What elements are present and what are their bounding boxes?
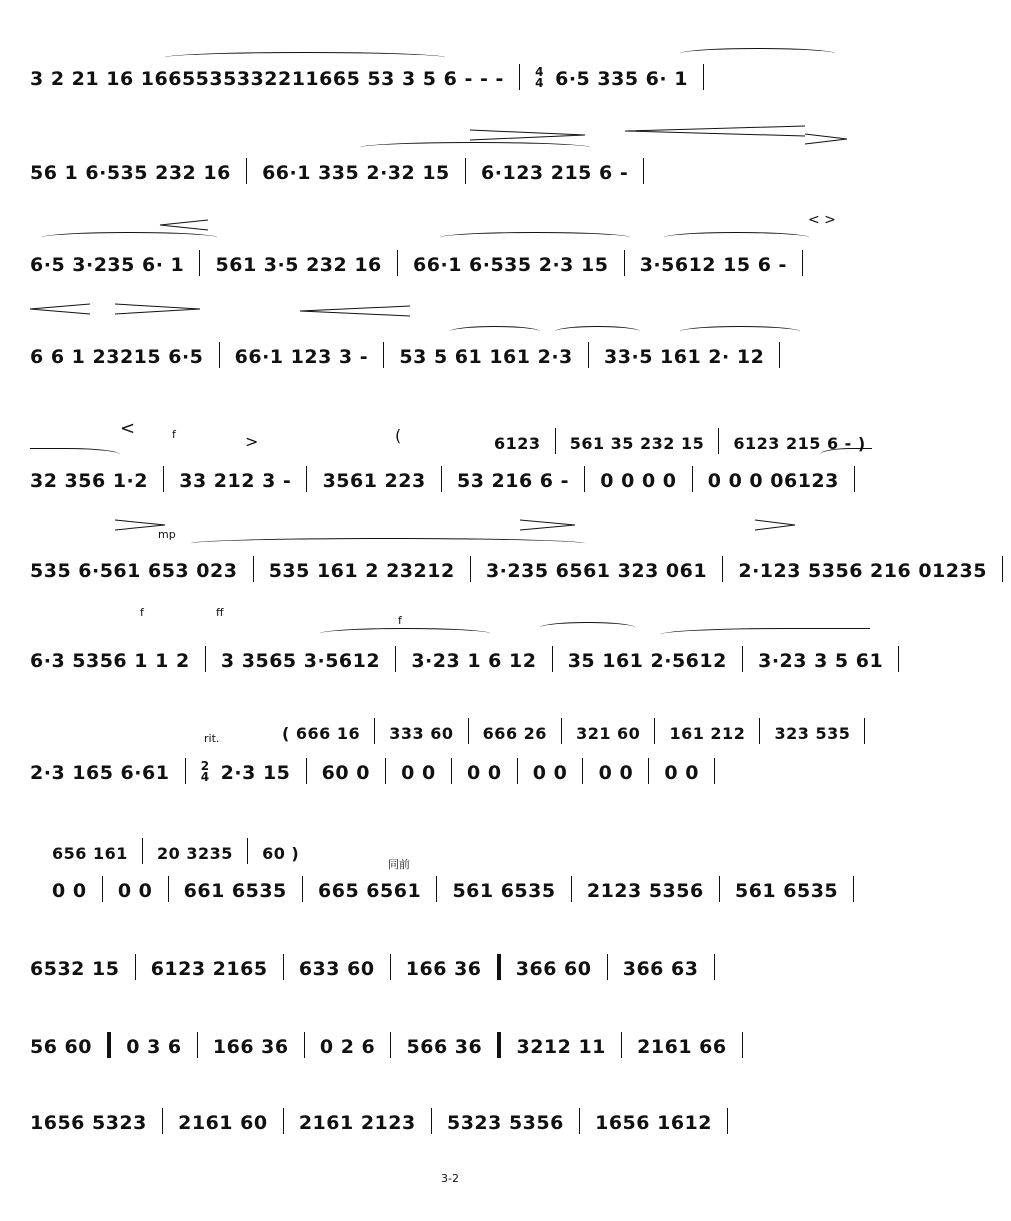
staff-row-9 — [52, 876, 874, 902]
measure: 321 60 — [576, 724, 641, 743]
barline — [197, 1032, 198, 1058]
hairpin-dim — [805, 132, 847, 146]
hairpin-dim-mark: > — [245, 432, 259, 451]
barline — [102, 876, 103, 902]
hairpin-cresc — [625, 124, 805, 138]
double-barline — [497, 954, 501, 980]
barline — [304, 1032, 305, 1058]
slur — [190, 538, 585, 549]
measure: 561 3·5 232 16 — [215, 254, 382, 276]
repeat-start-barline — [107, 1032, 111, 1058]
measure: 5323 5356 — [446, 1112, 564, 1134]
hairpin-cresc — [30, 302, 90, 316]
hairpin-cresc-mark: < — [120, 418, 136, 439]
barline — [555, 428, 556, 454]
measure: 53 216 6 - — [456, 470, 570, 492]
barline — [185, 758, 186, 784]
staff-row-6 — [30, 556, 987, 582]
hairpin-dim — [115, 302, 200, 316]
measure: 561 35 232 15 — [569, 434, 705, 453]
measure: 3 3565 3·5612 — [220, 650, 381, 672]
barline — [1002, 556, 1003, 582]
staff-row-1 — [30, 64, 872, 90]
page-number: 3-2 — [441, 1172, 459, 1185]
barline — [451, 758, 452, 784]
barline — [431, 1108, 432, 1134]
barline — [579, 1108, 580, 1134]
barline — [283, 954, 284, 980]
measure: 33 212 3 - — [179, 470, 292, 492]
barline — [561, 718, 562, 744]
barline — [385, 758, 386, 784]
measure: 2·3 15 — [220, 762, 291, 784]
measure: 2161 2123 — [298, 1112, 416, 1134]
measure: 0 0 0 06123 — [707, 470, 839, 492]
measure: 60 0 — [321, 762, 370, 784]
barline — [219, 342, 220, 368]
barline — [864, 718, 865, 744]
barline — [802, 250, 803, 276]
measure: 2·3 165 6·61 — [30, 762, 170, 784]
measure: 0 0 — [117, 880, 153, 902]
slur — [42, 232, 217, 243]
barline — [853, 876, 854, 902]
staff-row-9-upper — [52, 838, 312, 864]
slur — [680, 48, 835, 59]
slur — [440, 232, 630, 243]
barline — [582, 758, 583, 784]
paren-open-mark: ( — [395, 426, 402, 445]
measure: 6123 215 6 - ) — [733, 434, 866, 453]
measure: 1656 1612 — [595, 1112, 712, 1134]
slur — [660, 628, 870, 639]
barline — [302, 876, 303, 902]
barline — [374, 718, 375, 744]
measure: 633 60 — [298, 958, 375, 980]
dynamic-forte: f — [172, 428, 176, 441]
staff-row-5 — [30, 466, 872, 492]
barline — [714, 758, 715, 784]
measure: 656 161 — [52, 844, 128, 863]
measure: 53 5 61 161 2·3 — [399, 346, 573, 368]
dynamic-forte: f — [398, 614, 402, 627]
measure: 6·5 3·235 6· 1 — [30, 254, 185, 276]
slur — [540, 622, 635, 633]
barline — [168, 876, 169, 902]
measure: 0 0 — [532, 762, 568, 784]
staff-row-4 — [30, 342, 872, 368]
slur — [555, 326, 640, 337]
barline — [722, 556, 723, 582]
measure: 166 36 — [405, 958, 482, 980]
staff-row-8-upper — [282, 718, 874, 744]
barline — [199, 250, 200, 276]
barline — [621, 1032, 622, 1058]
barline — [441, 466, 442, 492]
hairpin-dim — [115, 518, 165, 532]
measure: 3 2 21 16 1665535332211665 53 3 5 6 - - - — [30, 68, 504, 90]
barline — [571, 876, 572, 902]
measure: 2161 60 — [178, 1112, 268, 1134]
measure: 6123 — [494, 434, 541, 453]
measure: 56 1 6·535 232 16 — [30, 162, 231, 184]
barline — [759, 718, 760, 744]
hairpin-cresc — [160, 218, 208, 232]
measure: 0 0 — [664, 762, 699, 784]
measure: 665 6561 — [318, 880, 422, 902]
barline — [692, 466, 693, 492]
measure: 3561 223 — [322, 470, 426, 492]
measure: 0 0 — [598, 762, 634, 784]
tempo-ritardando: rit. — [204, 732, 220, 745]
measure: 323 535 — [774, 724, 851, 743]
barline — [742, 646, 743, 672]
barline — [654, 718, 655, 744]
barline — [854, 466, 855, 492]
measure: 3·23 3 5 61 — [758, 650, 884, 672]
barline — [643, 158, 644, 184]
barline — [390, 1032, 391, 1058]
measure: 6·123 215 6 - — [481, 162, 629, 184]
same-as-before-mark: 同前 — [388, 858, 410, 871]
dynamic-fortissimo: ff — [216, 606, 224, 619]
slur — [664, 232, 809, 243]
time-signature-4-4: 4 4 — [535, 65, 544, 90]
measure: 6·3 5356 1 1 2 — [30, 650, 190, 672]
measure: 20 3235 — [157, 844, 233, 863]
slur — [820, 448, 872, 459]
barline — [306, 758, 307, 784]
measure: 166 36 — [212, 1036, 289, 1058]
time-signature-2-4: 2 4 — [200, 759, 210, 784]
measure: 6532 15 — [30, 958, 120, 980]
measure: 2161 66 — [637, 1036, 727, 1058]
measure: 535 6·561 653 023 — [30, 560, 238, 582]
measure: 0 0 — [466, 762, 502, 784]
hairpin-marks: < > — [808, 212, 836, 228]
barline — [436, 876, 437, 902]
measure: 1656 5323 — [30, 1112, 147, 1134]
barline — [742, 1032, 743, 1058]
barline — [383, 342, 384, 368]
measure: 6 6 1 23215 6·5 — [30, 346, 204, 368]
barline — [283, 1108, 284, 1134]
barline — [468, 718, 469, 744]
barline — [246, 158, 247, 184]
measure: 6·5 335 6· 1 — [555, 68, 688, 90]
measure: 661 6535 — [183, 880, 287, 902]
measure: 3·235 6561 323 061 — [485, 560, 708, 582]
measure: 66·1 335 2·32 15 — [262, 162, 450, 184]
barline — [779, 342, 780, 368]
barline — [397, 250, 398, 276]
slur — [680, 326, 800, 337]
staff-row-8 — [30, 758, 872, 784]
staff-row-10 — [30, 954, 872, 980]
barline — [253, 556, 254, 582]
barline — [390, 954, 391, 980]
measure: ( 666 16 — [282, 724, 361, 743]
barline — [163, 466, 164, 492]
barline — [584, 466, 585, 492]
measure: 2123 5356 — [586, 880, 704, 902]
staff-row-2 — [30, 158, 872, 184]
measure: 60 ) — [262, 844, 300, 863]
measure: 561 6535 — [452, 880, 556, 902]
measure: 0 0 — [401, 762, 436, 784]
measure: 2·123 5356 216 01235 — [738, 560, 987, 582]
slur — [360, 142, 590, 153]
measure: 535 161 2 23212 — [268, 560, 455, 582]
barline — [135, 954, 136, 980]
barline — [519, 64, 520, 90]
measure: 33·5 161 2· 12 — [604, 346, 765, 368]
barline — [465, 158, 466, 184]
staff-row-11 — [30, 1032, 872, 1058]
barline — [395, 646, 396, 672]
measure: 561 6535 — [734, 880, 839, 902]
barline — [898, 646, 899, 672]
slur — [30, 448, 120, 459]
measure: 66·1 6·535 2·3 15 — [413, 254, 609, 276]
barline — [517, 758, 518, 784]
measure: 666 26 — [482, 724, 547, 743]
staff-row-12 — [30, 1108, 872, 1134]
measure: 35 161 2·5612 — [567, 650, 727, 672]
barline — [552, 646, 553, 672]
barline — [714, 954, 715, 980]
barline — [719, 876, 720, 902]
hairpin-dim — [755, 518, 795, 532]
measure: 366 60 — [515, 958, 592, 980]
measure: 56 60 — [30, 1036, 92, 1058]
staff-row-3 — [30, 250, 872, 276]
barline — [588, 342, 589, 368]
measure: 6123 2165 — [150, 958, 268, 980]
barline — [718, 428, 719, 454]
measure: 566 36 — [406, 1036, 483, 1058]
measure: 3·5612 15 6 - — [639, 254, 787, 276]
measure: 161 212 — [669, 724, 746, 743]
repeat-end-barline — [497, 1032, 501, 1058]
dynamic-forte: f — [140, 606, 144, 619]
dynamic-mezzo-piano: mp — [158, 528, 176, 541]
measure: 66·1 123 3 - — [234, 346, 369, 368]
barline — [648, 758, 649, 784]
barline — [607, 954, 608, 980]
measure: 0 3 6 — [126, 1036, 182, 1058]
barline — [306, 466, 307, 492]
hairpin-dim — [520, 518, 575, 532]
hairpin-dim — [470, 128, 585, 142]
barline — [142, 838, 143, 864]
hairpin-cresc — [300, 304, 410, 318]
slur — [450, 326, 540, 337]
barline — [162, 1108, 163, 1134]
barline — [470, 556, 471, 582]
barline — [247, 838, 248, 864]
measure: 3212 11 — [516, 1036, 606, 1058]
measure: 366 63 — [622, 958, 699, 980]
staff-row-7 — [30, 646, 884, 672]
measure: 333 60 — [389, 724, 454, 743]
measure: 3·23 1 6 12 — [411, 650, 537, 672]
barline — [703, 64, 704, 90]
barline — [624, 250, 625, 276]
staff-row-5-upper — [494, 428, 874, 454]
measure: 32 356 1·2 — [30, 470, 148, 492]
barline — [205, 646, 206, 672]
measure: 0 0 0 0 — [600, 470, 677, 492]
slur — [165, 52, 445, 63]
slur — [320, 628, 490, 639]
measure: 0 2 6 — [319, 1036, 376, 1058]
barline — [727, 1108, 728, 1134]
measure: 0 0 — [52, 880, 87, 902]
